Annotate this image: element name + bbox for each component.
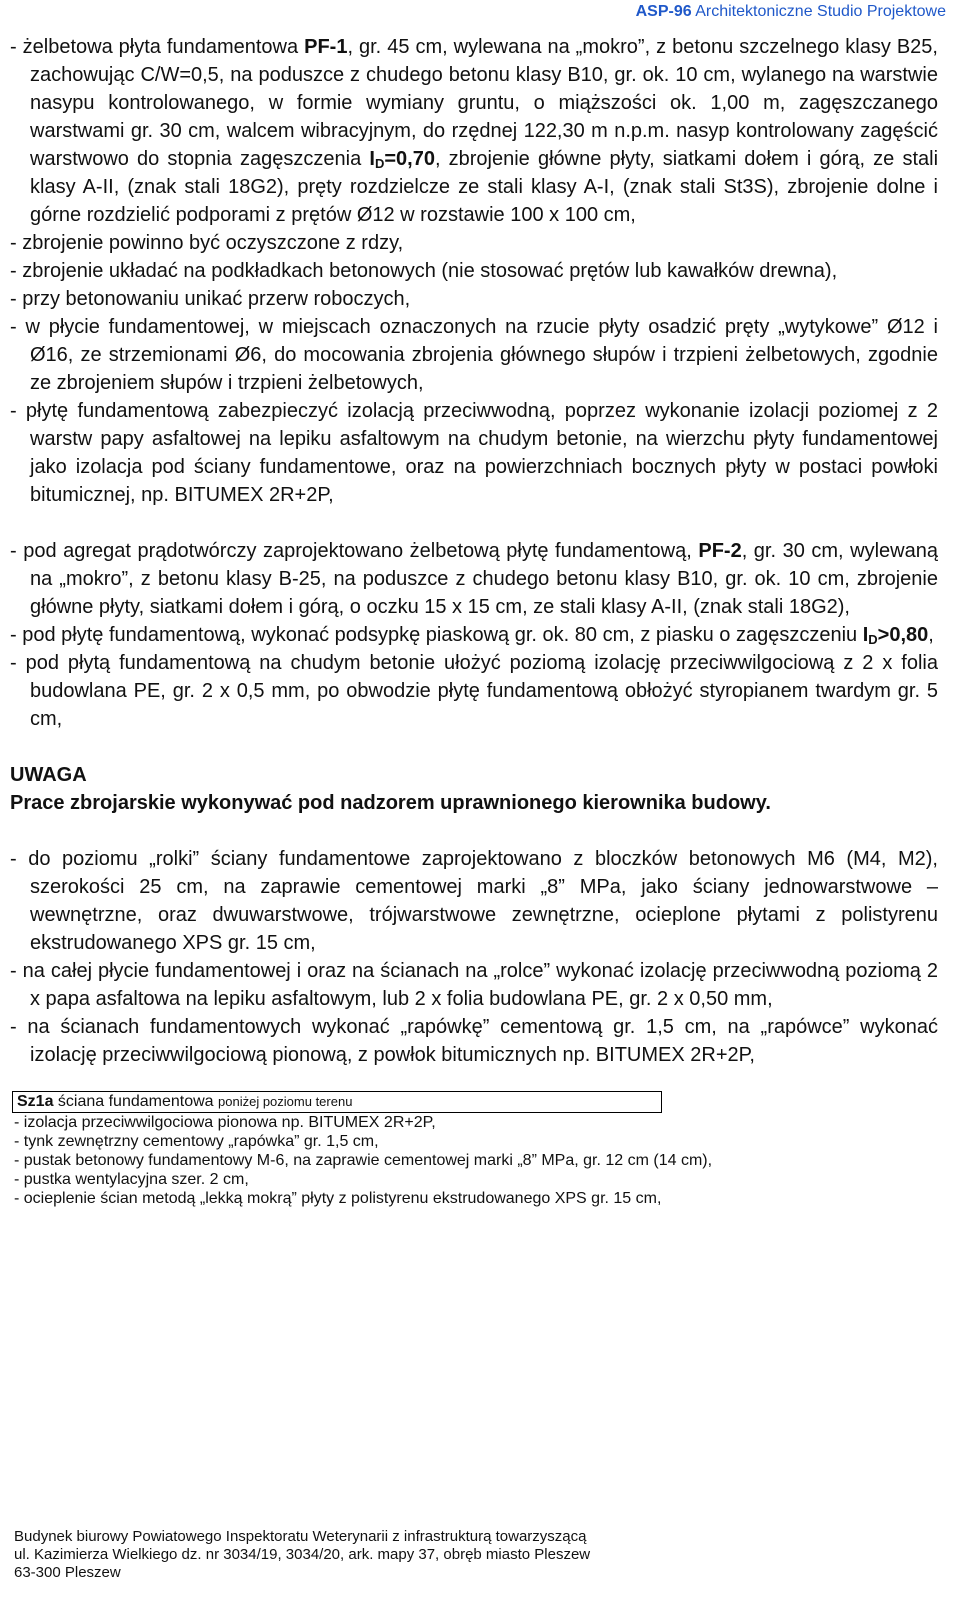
list-item: - pustka wentylacyjna szer. 2 cm, <box>14 1171 249 1188</box>
paragraph-foundation-walls: - do poziomu „rolki” ściany fundamentowe zaprojektowano z bloczków betonowych M6 (M4, M2), szerokości 25 cm, na zaprawie cementowej marki „8” MPa, jako ściany jednowarstwowe – wewnętrzne, oraz dwuwarstwowe, trójwarstwowe zewnętrzne, ocieplone płytami z polistyrenu ekstrudowanego XPS gr. 15 cm, <box>10 848 938 954</box>
text-span: , gr. 30 cm, wylewaną na „mokro”, z betonu klasy B-25, na poduszce z chudego betonu klasy B10, gr. ok. 10 cm, zbrojenie główne płyty, siatkami dołem i górą, o oczku 15 x 15 cm, ze stali klasy A-II, (znak stali 18G2), <box>30 540 938 618</box>
sz1a-header-box <box>12 1091 662 1113</box>
sz1a-name: ściana fundamentowa <box>53 1093 219 1110</box>
notice-text: Prace zbrojarskie wykonywać pod nadzorem uprawnionego kierownika budowy. <box>10 792 771 814</box>
list-item: - izolacja przeciwwilgociowa pionowa np. BITUMEX 2R+2P, <box>14 1114 436 1131</box>
text-span: , gr. 45 cm, wylewana na „mokro”, z betonu szczelnego klasy B25, zachowując C/W=0,5, na poduszce z chudego betonu klasy B10, gr. ok. 10 cm, wylanego na warstwie nasypu kontrolowanego, w formie wymiany gruntu, o miąższości ok. 1,00 m, zagęszczanego warstwami gr. 30 cm, walcem wibracyjnym, do rzędnej 122,30 m n.p.m. nasyp kontrolowany zagęścić warstwowo do stopnia zagęszczenia <box>30 36 938 170</box>
text-span: - pod płytę fundamentową, wykonać podsypkę piaskową gr. ok. 80 cm, z piasku o zagęszczeniu <box>10 624 863 646</box>
notice-title: UWAGA <box>10 764 87 786</box>
text-span: - pod agregat prądotwórczy zaprojektowano żelbetową płytę fundamentową, <box>10 540 699 562</box>
paragraph-rust: - zbrojenie powinno być oczyszczone z rdzy, <box>10 232 404 254</box>
paragraph-sand-bedding <box>10 621 938 649</box>
paragraph-damp-proofing: - pod płytą fundamentową na chudym betonie ułożyć poziomą izolację przeciwwilgociową z 2 x folia budowlana PE, gr. 2 x 0,5 mm, po obwodzie płytę fundamentową obłożyć styropianem twardym gr. 5 cm, <box>10 652 938 730</box>
list-item: - pustak betonowy fundamentowy M-6, na zaprawie cementowej marki „8” MPa, gr. 12 cm (14 cm), <box>14 1152 713 1169</box>
list-item: - ocieplenie ścian metodą „lekką mokrą” płyty z polistyrenu ekstrudowanego XPS gr. 15 cm, <box>14 1190 662 1207</box>
paragraph-spacers: - zbrojenie układać na podkładkach betonowych (nie stosować prętów lub kawałków drewna), <box>10 260 838 282</box>
paragraph-waterproofing: - płytę fundamentową zabezpieczyć izolacją przeciwwodną, poprzez wykonanie izolacji poziomej z 2 warstw papy asfaltowej na lepiku asfaltowym na chudym betonie, na wierzchu płyty fundamentowej jako izolacja pod ściany fundamentowe, oraz na powierzchniach bocznych płyty w postaci powłoki bitumicznej, np. BITUMEX 2R+2P, <box>10 400 938 506</box>
compaction-index: $I_D>0,80$ <box>862 624 929 647</box>
text-span: , zbrojenie główne płyty, siatkami dołem i górą, ze stali klasy A-II, (znak stali 18G2), pręty rozdzielcze ze stali klasy A-I, (znak stali St3S), zbrojenie dolne i górne rozdzielić podporami z prętów Ø12 w rozstawie 100 x 100 cm, <box>30 148 939 226</box>
paragraph-rapowka: - na ścianach fundamentowych wykonać „rapówkę” cementową gr. 1,5 cm, na „rapówce” wykonać izolację przeciwwilgociową pionową, z powłok bitumicznych np. BITUMEX 2R+2P, <box>10 1016 938 1066</box>
slab-code-pf1: PF-1 <box>304 36 348 58</box>
sz1a-code: Sz1a <box>17 1093 54 1110</box>
slab-code-pf2: PF-2 <box>698 540 742 562</box>
spacer <box>10 733 938 761</box>
text-span: - żelbetowa płyta fundamentowa <box>10 36 305 58</box>
spacer <box>10 817 938 845</box>
compaction-index: $I_D=0,70$ <box>369 148 435 171</box>
paragraph-pf1 <box>10 33 938 229</box>
footer-line: 63-300 Pleszew <box>14 1564 121 1581</box>
footer-line: ul. Kazimierza Wielkiego dz. nr 3034/19, 3034/20, ark. mapy 37, obręb miasto Pleszew <box>14 1546 591 1563</box>
paragraph-horizontal-insulation: - na całej płycie fundamentowej i oraz na ścianach na „rolce” wykonać izolację przeciwwodną poziomą 2 x papa asfaltowa na lepiku asfaltowym, lub 2 x folia budowlana PE, gr. 2 x 0,50 mm, <box>10 960 938 1010</box>
page-header <box>636 2 946 22</box>
footer-line: Budynek biurowy Powiatowego Inspektoratu Weterynarii z infrastrukturą towarzyszącą <box>14 1528 587 1545</box>
paragraph-pf2 <box>10 537 938 621</box>
spacer <box>10 509 938 537</box>
page-footer <box>14 1528 590 1582</box>
company-brand: ASP-96 <box>635 3 692 20</box>
paragraph-starter-bars: - w płycie fundamentowej, w miejscach oznaczonych na rzucie płyty osadzić pręty „wytykowe” Ø12 i Ø16, ze strzemionami Ø6, do mocowania zbrojenia głównego słupów i trzpieni żelbetowych, zgodnie ze zbrojeniem słupów i trzpieni żelbetowych, <box>10 316 938 394</box>
list-item: - tynk zewnętrzny cementowy „rapówka” gr. 1,5 cm, <box>14 1133 379 1150</box>
sz1a-layer-list <box>14 1113 938 1208</box>
document-body <box>10 33 938 1208</box>
sz1a-qualifier: poniżej poziomu terenu <box>218 1094 353 1109</box>
paragraph-concreting: - przy betonowaniu unikać przerw roboczych, <box>10 288 411 310</box>
spacer <box>10 1069 938 1091</box>
company-name: Architektoniczne Studio Projektowe <box>695 3 946 20</box>
text-span: , <box>928 624 934 646</box>
